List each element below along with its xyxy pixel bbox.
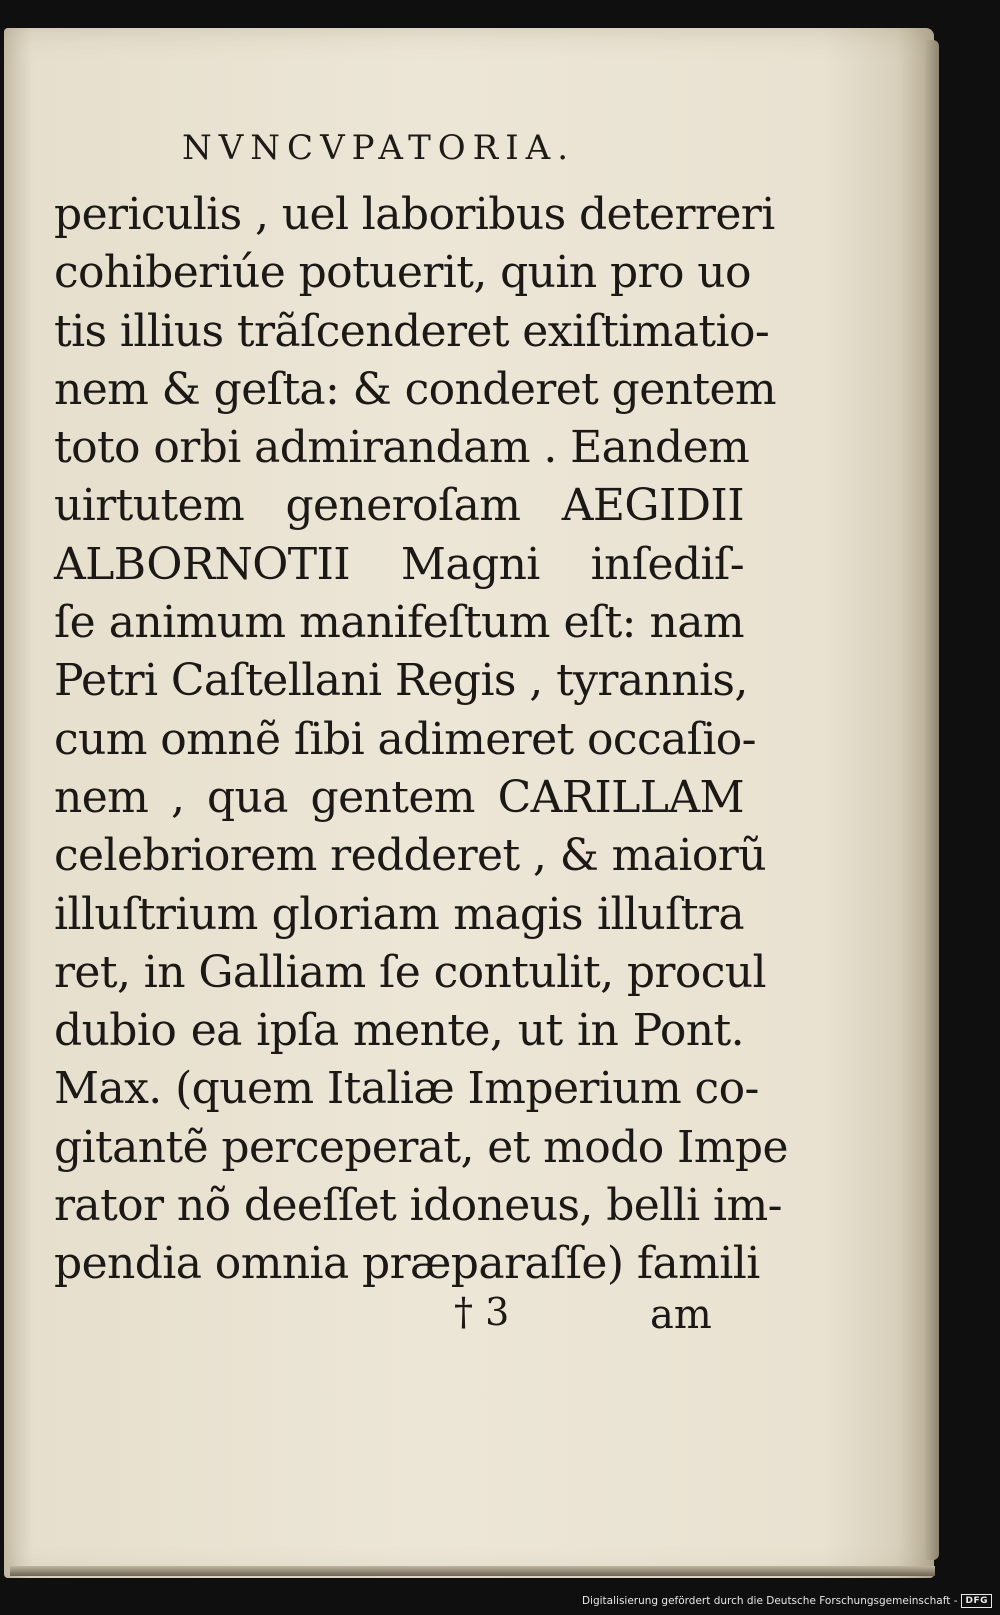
- text-line: ret, in Galliam ſe contulit, procul: [54, 946, 767, 998]
- body-text: [54, 186, 788, 1294]
- text-line: cohiberiúe potuerit, quin pro uo: [54, 247, 751, 299]
- text-line: celebriorem redderet , & maiorũ: [54, 830, 766, 882]
- running-head: NVNCVPATORIA.: [182, 128, 576, 168]
- text-line: cum omnẽ ſibi adimeret occaſio-: [54, 713, 756, 765]
- page-edge: [925, 40, 939, 1560]
- text-line: nem & geſta: & conderet gentem: [54, 363, 777, 415]
- book-page: [4, 28, 934, 1578]
- text-line: toto orbi admirandam . Eandem: [54, 422, 750, 474]
- page-bottom-edge: [10, 1566, 935, 1576]
- text-line: Petri Caſtellani Regis , tyrannis,: [54, 655, 748, 707]
- digitization-credit: [582, 1591, 992, 1611]
- text-line: Max. (quem Italiæ Imperium co-: [54, 1063, 759, 1115]
- credit-text: Digitalisierung gefördert durch die Deutsche Forschungsgemeinschaft -: [581, 1595, 958, 1607]
- text-line: gitantẽ perceperat, et modo Impe: [54, 1121, 788, 1173]
- text-line: nem , qua gentem CARILLAM: [54, 771, 744, 823]
- text-line: rator nõ deeſſet idoneus, belli im-: [54, 1180, 782, 1232]
- signature-mark: † 3: [454, 1290, 510, 1334]
- text-line: ALBORNOTII Magni inſediſ-: [54, 538, 744, 590]
- catchword: am: [650, 1292, 712, 1338]
- text-line: illuſtrium gloriam magis illuſtra: [54, 888, 744, 940]
- text-line: dubio ea ipſa mente, ut in Pont.: [54, 1005, 744, 1057]
- text-line: tis illius trãſcenderet exiſtimatio-: [54, 305, 770, 357]
- text-line: periculis , uel laboribus deterreri: [54, 189, 775, 240]
- page-footer: [4, 1286, 934, 1346]
- text-line: ſe animum manifeſtum eſt: nam: [54, 597, 744, 649]
- dfg-logo: DFG: [961, 1594, 992, 1608]
- text-line: pendia omnia præparaſſe) famili: [54, 1238, 760, 1290]
- text-line: uirtutem generoſam AEGIDII: [54, 480, 744, 532]
